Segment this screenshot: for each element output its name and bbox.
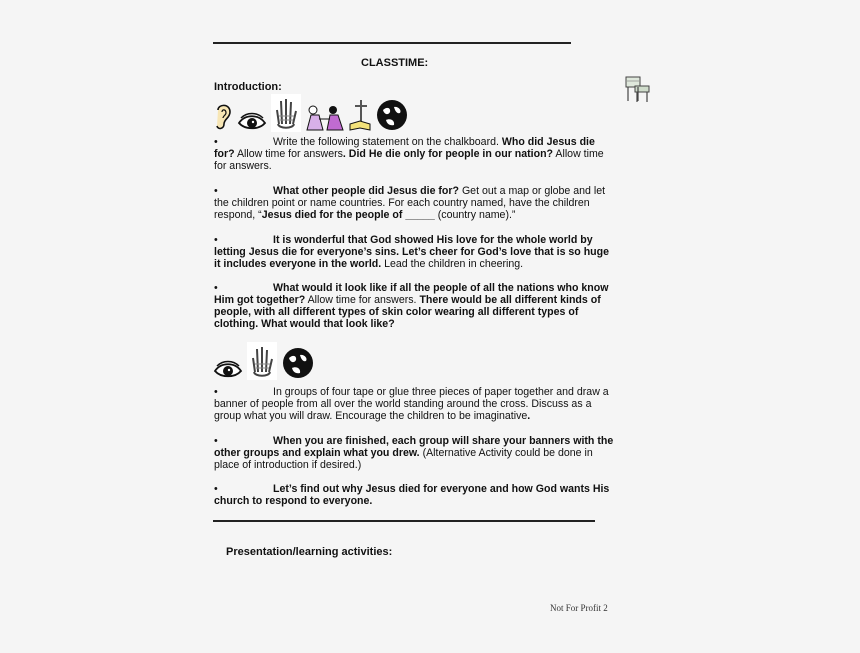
bullet: • [214, 185, 218, 197]
intro-item-4: • What would it look like if all the people of all the nations who know Him got together? Allow time for answers. There would be all different kinds of people, with all different types of skin color wearing all different types of clothing. What would that look like? [214, 282, 609, 330]
activity-item-3: • Let’s find out why Jesus died for everyone and how God wants His church to respond to everyone. [214, 483, 610, 507]
intro-heading: Introduction: [214, 81, 282, 93]
intro-item-3: • It is wonderful that God showed His love for the whole world by letting Jesus die for everyone’s sins. Let’s cheer for God’s love that is so huge it includes everyone in the world. Lead the children in cheering. [214, 234, 610, 270]
eye-icon [213, 360, 243, 380]
bullet: • [214, 136, 218, 148]
hand-icon [271, 94, 301, 132]
ear-icon [213, 102, 233, 132]
bullet: • [214, 282, 218, 294]
activity-item-2: • When you are finished, each group will share your banners with the other groups and explain what you drew. (Alternative Activity could be done in place of introduction if desired.) [214, 435, 614, 471]
hand-icon [247, 342, 277, 380]
children-icon [305, 104, 345, 132]
bullet: • [214, 234, 218, 246]
presentation-heading: Presentation/learning activities: [226, 546, 393, 558]
bullet: • [214, 435, 218, 447]
intro-item-1: • Write the following statement on the chalkboard. Who did Jesus die for? Allow time for answers. Did He die only for people in our nation? Allow time for answers. [214, 136, 604, 172]
globe-icon [375, 98, 409, 132]
bullet: • [214, 483, 218, 495]
top-divider [213, 42, 571, 44]
eye-icon [237, 112, 267, 132]
section-title: CLASSTIME: [361, 57, 429, 69]
intro-item-2: • What other people did Jesus die for? Get out a map or globe and let the children point or name countries. For each country named, have the children respond, “Jesus died for the people of _____ (country name).” [214, 185, 606, 221]
intro-icon-row [213, 94, 409, 132]
bottom-divider [213, 520, 595, 522]
globe-icon [281, 346, 315, 380]
bible-cross-icon [349, 98, 371, 132]
activity-item-1: • In groups of four tape or glue three pieces of paper together and draw a banner of people from all over the world standing around the cross. Discuss as a group what you will draw. Encourage the children to be imaginative. [214, 386, 609, 422]
activity-icon-row [213, 342, 315, 380]
school-desk-icon [623, 74, 653, 104]
page-footer: Not For Profit 2 [550, 603, 608, 611]
bullet: • [214, 386, 218, 398]
